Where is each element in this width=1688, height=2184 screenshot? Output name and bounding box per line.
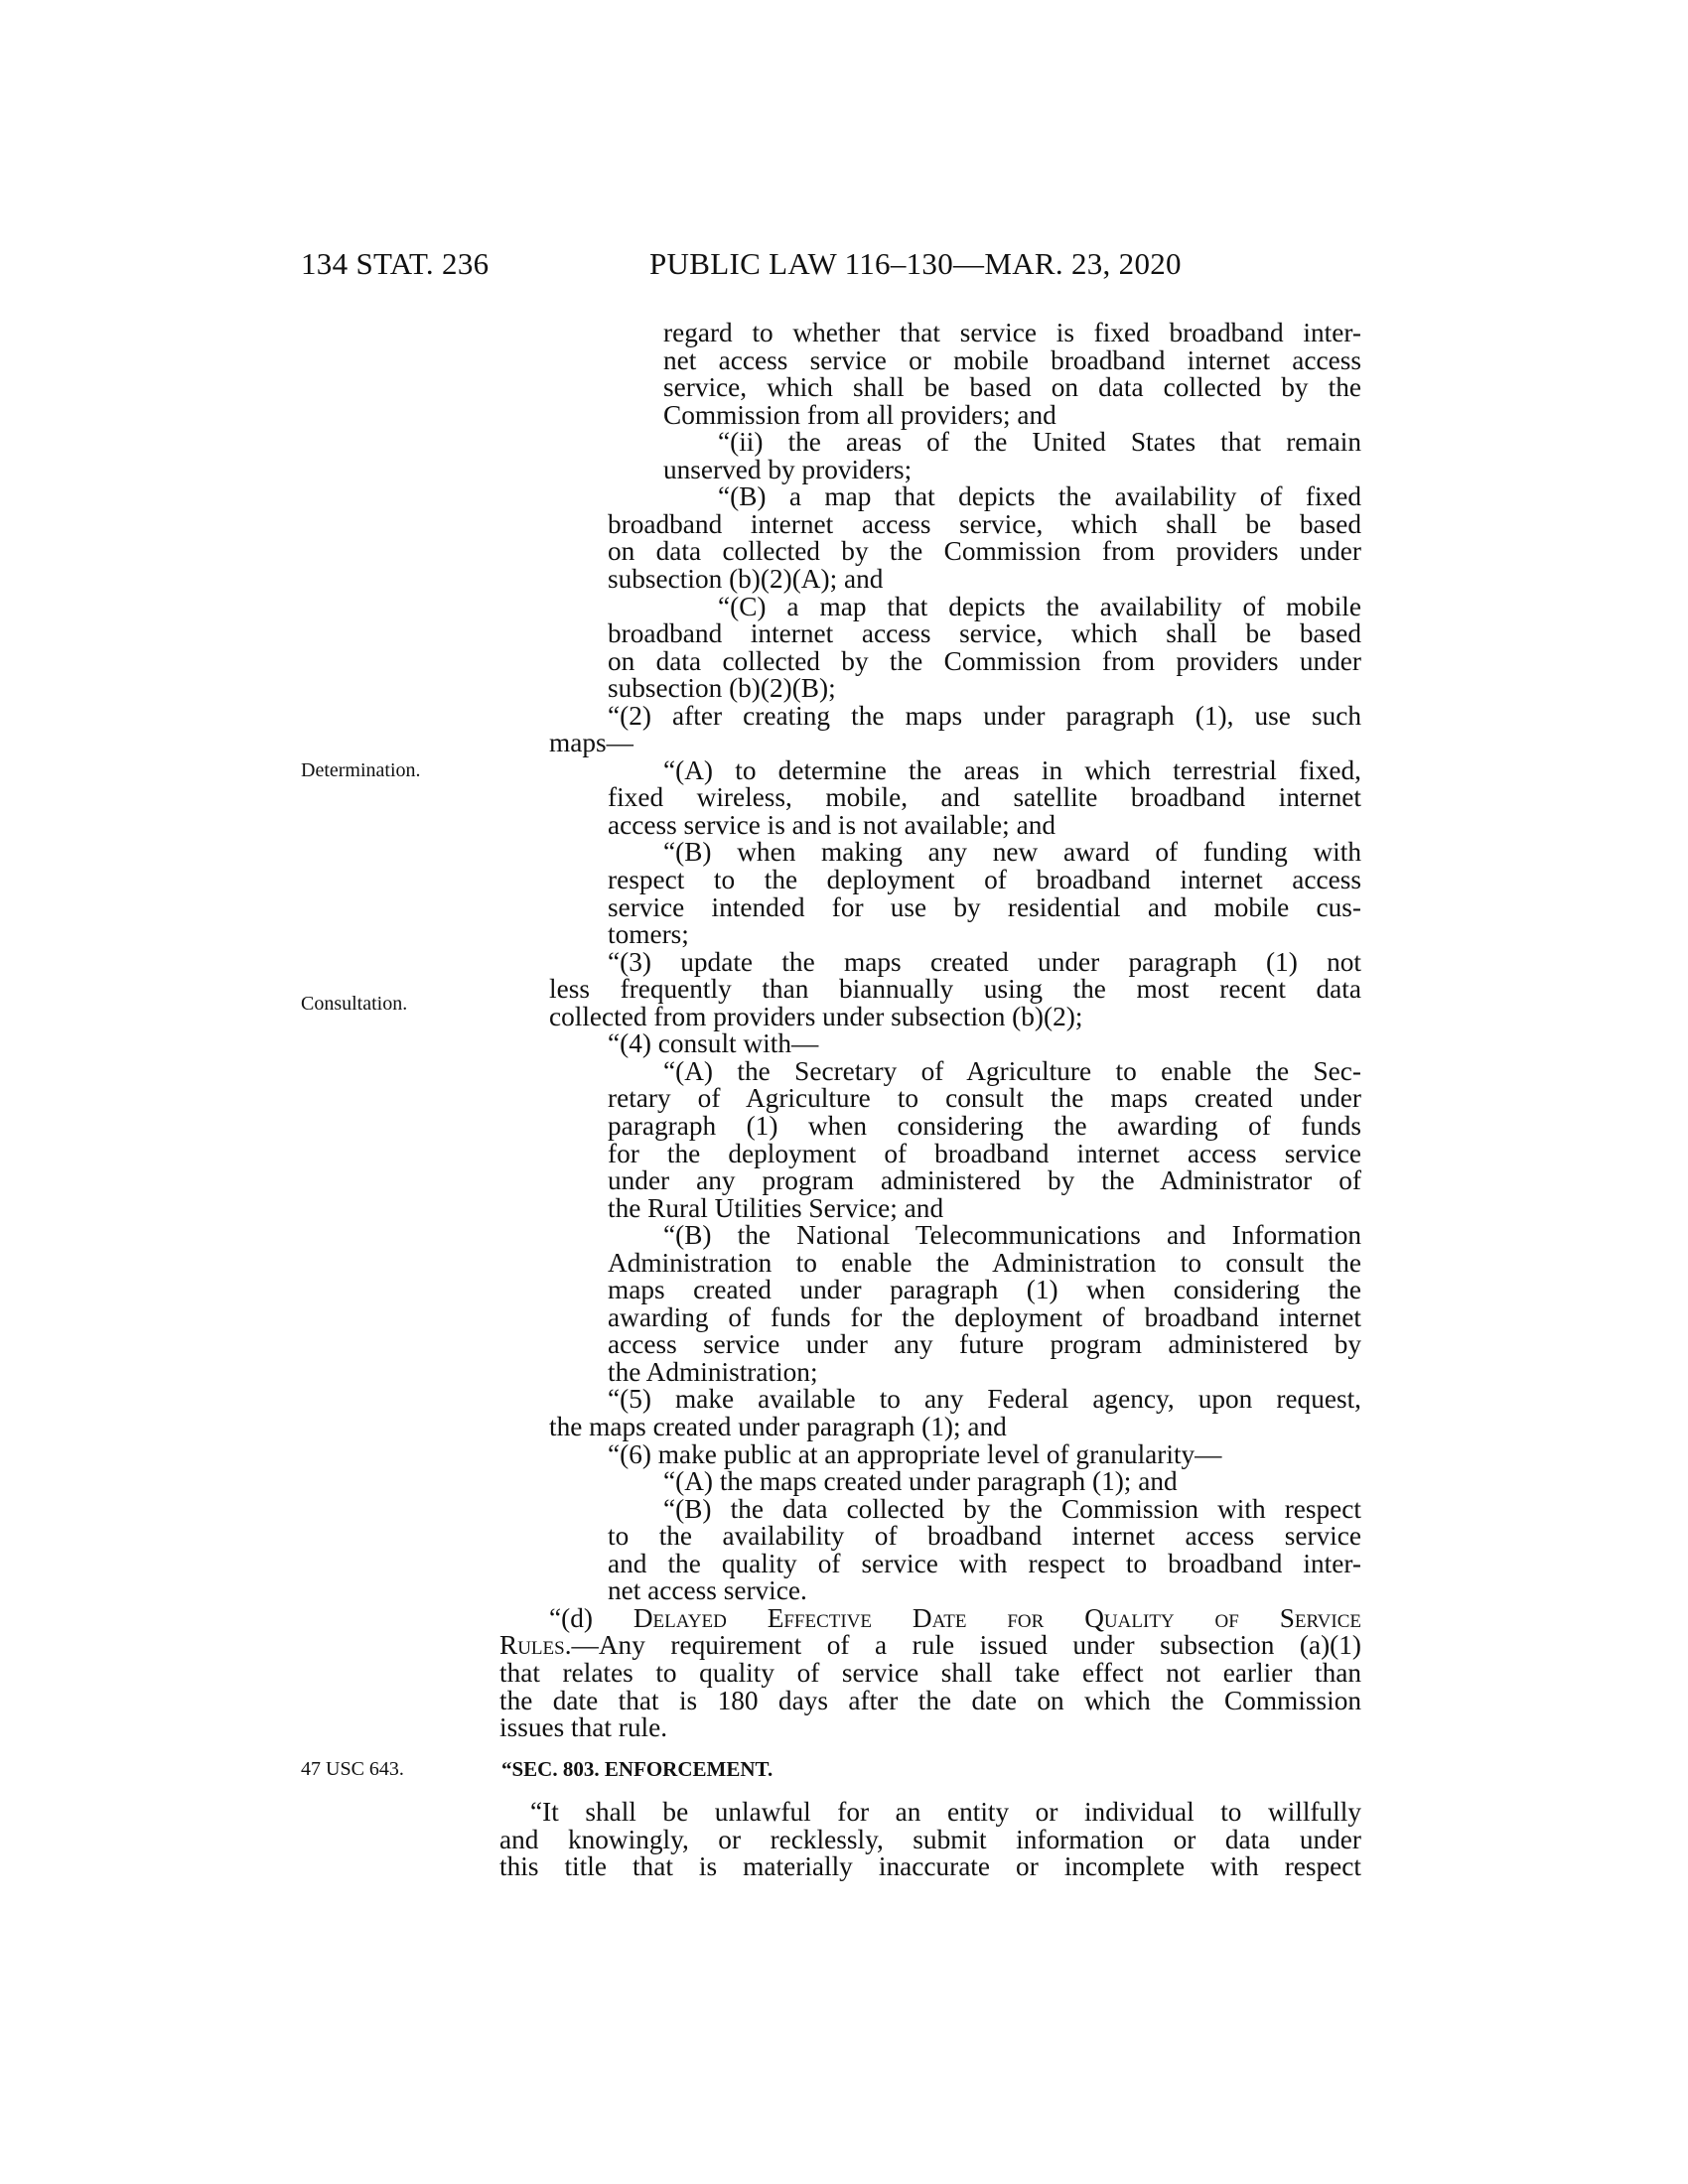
- statute-line: the maps created under paragraph (1); and: [549, 1412, 1007, 1441]
- statute-line: on data collected by the Commission from providers under: [608, 645, 1361, 676]
- section-line: this title that is materially inaccurate or incomplete with respect: [499, 1851, 1361, 1882]
- statute-line: paragraph (1) when considering the awarding of funds: [608, 1110, 1361, 1141]
- statute-line: for the deployment of broadband internet access service: [608, 1138, 1361, 1168]
- statute-line: “(A) to determine the areas in which terrestrial fixed,: [663, 754, 1361, 785]
- statute-line: awarding of funds for the deployment of broadband internet: [608, 1301, 1361, 1332]
- statute-line: Commission from all providers; and: [663, 399, 1056, 430]
- law-title-header: PUBLIC LAW 116–130—MAR. 23, 2020: [649, 246, 1182, 281]
- statute-line: regard to whether that service is fixed broadband inter-: [663, 318, 1361, 347]
- section-heading: “SEC. 803. ENFORCEMENT.: [501, 1757, 774, 1781]
- statute-line: under any program administered by the Administrator of: [608, 1165, 1361, 1196]
- margin-note-consultation: Consultation.: [301, 993, 408, 1015]
- statute-line: “(2) after creating the maps under paragraph (1), use such: [608, 700, 1361, 731]
- stat-page-number: 134 STAT. 236: [301, 246, 490, 281]
- statute-line: net access service or mobile broadband internet access: [663, 344, 1361, 375]
- statute-line: “(5) make available to any Federal agency, upon request,: [608, 1384, 1361, 1415]
- margin-note-determination: Determination.: [301, 759, 421, 781]
- statute-line: “(B) the National Telecommunications and Information: [663, 1220, 1361, 1251]
- statute-line: “(B) the data collected by the Commission with respect: [663, 1493, 1361, 1524]
- statute-line: “(6) make public at an appropriate level of granularity—: [608, 1438, 1222, 1469]
- statute-line: retary of Agriculture to consult the maps created under: [608, 1083, 1361, 1114]
- statute-line: the Rural Utilities Service; and: [608, 1192, 944, 1223]
- statute-line: Rules.—Any requirement of a rule issued under subsection (a)(1): [499, 1630, 1361, 1661]
- section-line: “It shall be unlawful for an entity or individual to willfully: [530, 1797, 1361, 1827]
- statute-line: unserved by providers;: [663, 454, 913, 484]
- statute-line: collected from providers under subsection (b)(2);: [549, 1001, 1083, 1031]
- statute-line: issues that rule.: [499, 1712, 668, 1743]
- statute-line: Administration to enable the Administration to consult the: [608, 1247, 1361, 1278]
- statute-line: “(A) the maps created under paragraph (1); and: [663, 1466, 1178, 1497]
- statute-line: on data collected by the Commission from providers under: [608, 536, 1361, 567]
- statute-line: “(d) Delayed Effective Date for Quality of Service: [549, 1602, 1361, 1633]
- statute-line: access service is and is not available; and: [608, 809, 1055, 840]
- statute-line: service, which shall be based on data collected by the: [663, 372, 1361, 403]
- statute-line: maps created under paragraph (1) when considering the: [608, 1275, 1361, 1305]
- statute-line: tomers;: [608, 919, 689, 950]
- statute-line: net access service.: [608, 1575, 807, 1606]
- statute-line: broadband internet access service, which shall be based: [608, 618, 1361, 649]
- statute-line: access service under any future program administered by: [608, 1329, 1361, 1360]
- statute-line: “(C) a map that depicts the availability of mobile: [718, 591, 1361, 621]
- statute-line: subsection (b)(2)(B);: [608, 673, 836, 704]
- statute-line: the Administration;: [608, 1356, 818, 1387]
- statute-line: “(A) the Secretary of Agriculture to enable the Sec-: [663, 1055, 1361, 1086]
- statute-line: “(B) a map that depicts the availability of fixed: [718, 481, 1361, 512]
- statute-line: and the quality of service with respect to broadband inter-: [608, 1548, 1361, 1578]
- statute-line: “(3) update the maps created under paragraph (1) not: [608, 946, 1361, 977]
- statute-line: to the availability of broadband internet access service: [608, 1521, 1361, 1552]
- margin-note-usc: 47 USC 643.: [301, 1758, 404, 1780]
- statute-line: less frequently than biannually using the most recent data: [549, 974, 1361, 1005]
- statute-line: subsection (b)(2)(A); and: [608, 563, 884, 594]
- section-line: and knowingly, or recklessly, submit information or data under: [499, 1824, 1361, 1854]
- statute-line: fixed wireless, mobile, and satellite broadband internet: [608, 782, 1361, 813]
- statute-line: “(B) when making any new award of funding with: [663, 837, 1361, 868]
- statute-line: service intended for use by residential and mobile cus-: [608, 891, 1361, 922]
- statute-line: maps—: [549, 728, 633, 758]
- statute-line: that relates to quality of service shall take effect not earlier than: [499, 1657, 1361, 1688]
- statute-line: broadband internet access service, which shall be based: [608, 508, 1361, 539]
- statute-line: “(4) consult with—: [608, 1028, 819, 1059]
- statute-line: “(ii) the areas of the United States that remain: [718, 427, 1361, 458]
- statute-line: respect to the deployment of broadband internet access: [608, 865, 1361, 894]
- statute-line: the date that is 180 days after the date on which the Commission: [499, 1685, 1361, 1715]
